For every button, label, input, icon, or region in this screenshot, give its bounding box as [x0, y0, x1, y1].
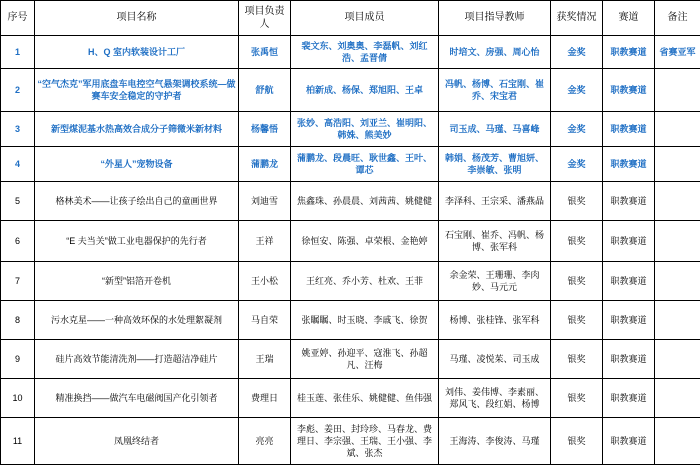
cell-leader: 王瑞 — [239, 340, 291, 379]
table-row — [1, 301, 700, 340]
cell-remark — [655, 221, 700, 262]
cell-remark — [655, 112, 700, 147]
cell-members: 焦鑫珠、孙晨晨、刘茜茜、姚健健 — [291, 182, 439, 221]
cell-track: 职教赛道 — [603, 418, 655, 465]
cell-no: 3 — [1, 112, 35, 147]
column-header-award: 获奖情况 — [551, 1, 603, 36]
cell-members: 蒲鹏龙、段晨旺、耿世鑫、王叶、谭芯 — [291, 147, 439, 182]
cell-no: 7 — [1, 262, 35, 301]
table-header — [1, 1, 700, 36]
table-row — [1, 112, 700, 147]
cell-remark — [655, 418, 700, 465]
table-row — [1, 36, 700, 69]
cell-members: 徐恒安、陈强、卓荣根、金艳婷 — [291, 221, 439, 262]
cell-track: 职教赛道 — [603, 262, 655, 301]
cell-teachers: 冯帆、杨博、石宝刚、崔乔、宋宝君 — [439, 69, 551, 112]
cell-project-name: 凤凰终结者 — [35, 418, 239, 465]
table-row — [1, 379, 700, 418]
column-header-no: 序号 — [1, 1, 35, 36]
cell-award: 金奖 — [551, 69, 603, 112]
cell-no: 5 — [1, 182, 35, 221]
cell-award: 金奖 — [551, 36, 603, 69]
cell-project-name: 精准换挡——做汽车电磁阀国产化引领者 — [35, 379, 239, 418]
table-row — [1, 182, 700, 221]
cell-no: 10 — [1, 379, 35, 418]
cell-members: 姚亚婷、孙迎平、寇淮飞、孙超凡、汪梅 — [291, 340, 439, 379]
cell-award: 银奖 — [551, 301, 603, 340]
cell-remark — [655, 340, 700, 379]
cell-leader: 亮亮 — [239, 418, 291, 465]
cell-track: 职教赛道 — [603, 69, 655, 112]
cell-track: 职教赛道 — [603, 182, 655, 221]
cell-teachers: 余金荣、王珊珊、李肉妙、马元元 — [439, 262, 551, 301]
cell-project-name: “空气杰克”军用底盘车电控空气悬架调校系统—做赛车安全稳定的守护者 — [35, 69, 239, 112]
cell-project-name: 污水克星——一种高效环保的水处理絮凝剂 — [35, 301, 239, 340]
cell-project-name: 新型煤泥基水热高效合成分子筛微米新材料 — [35, 112, 239, 147]
cell-teachers: 韩娟、杨茂芳、曹旭妍、李崇敏、张明 — [439, 147, 551, 182]
cell-teachers: 司玉成、马瑾、马喜峰 — [439, 112, 551, 147]
cell-award: 金奖 — [551, 147, 603, 182]
cell-track: 职教赛道 — [603, 340, 655, 379]
column-header-teachers: 项目指导教师 — [439, 1, 551, 36]
cell-leader: 费理日 — [239, 379, 291, 418]
cell-no: 1 — [1, 36, 35, 69]
column-header-remark: 备注 — [655, 1, 700, 36]
cell-teachers: 李泽科、王宗采、潘燕晶 — [439, 182, 551, 221]
cell-award: 银奖 — [551, 379, 603, 418]
cell-members: 裴文东、刘奥奥、李磊帆、刘红浩、孟晋倩 — [291, 36, 439, 69]
cell-teachers: 时培文、房强、周心怡 — [439, 36, 551, 69]
cell-remark — [655, 147, 700, 182]
table-body — [1, 36, 700, 465]
cell-track: 职教赛道 — [603, 221, 655, 262]
cell-award: 银奖 — [551, 182, 603, 221]
header-row — [1, 1, 700, 36]
cell-award: 金奖 — [551, 112, 603, 147]
column-header-members: 项目成员 — [291, 1, 439, 36]
column-header-project-name: 项目名称 — [35, 1, 239, 36]
cell-remark — [655, 262, 700, 301]
cell-members: 柏新成、杨保、郑旭阳、王卓 — [291, 69, 439, 112]
cell-award: 银奖 — [551, 262, 603, 301]
cell-leader: 王小松 — [239, 262, 291, 301]
cell-no: 11 — [1, 418, 35, 465]
column-header-leader: 项目负责人 — [239, 1, 291, 36]
cell-teachers: 刘伟、姜伟博、李素丽、郑风飞、段红娟、杨博 — [439, 379, 551, 418]
cell-track: 职教赛道 — [603, 112, 655, 147]
cell-track: 职教赛道 — [603, 301, 655, 340]
cell-members: 李彪、姜田、封玲珍、马春龙、费理日、李宗强、王瑞、王小强、李斌、张杰 — [291, 418, 439, 465]
cell-project-name: “E 夫当关”做工业电器保护的先行者 — [35, 221, 239, 262]
cell-members: 桂玉莲、张佳乐、姚健健、鱼伟强 — [291, 379, 439, 418]
table-row — [1, 262, 700, 301]
cell-remark — [655, 182, 700, 221]
cell-project-name: 格林美术——让孩子绘出自己的童画世界 — [35, 182, 239, 221]
cell-members: 张妙、高浩阳、刘亚兰、崔明阳、韩姝、熊美妙 — [291, 112, 439, 147]
cell-award: 银奖 — [551, 418, 603, 465]
cell-leader: 刘迪雪 — [239, 182, 291, 221]
cell-leader: 杨馨悟 — [239, 112, 291, 147]
table-row — [1, 418, 700, 465]
cell-award: 银奖 — [551, 221, 603, 262]
cell-no: 8 — [1, 301, 35, 340]
cell-teachers: 王海涛、李俊涛、马瑾 — [439, 418, 551, 465]
cell-project-name: 硅片高效节能清洗剂——打造超洁净硅片 — [35, 340, 239, 379]
cell-leader: 蒲鹏龙 — [239, 147, 291, 182]
cell-project-name: “新型”铝箔开卷机 — [35, 262, 239, 301]
cell-remark — [655, 301, 700, 340]
cell-no: 9 — [1, 340, 35, 379]
cell-leader: 张禹恒 — [239, 36, 291, 69]
cell-leader: 马自荣 — [239, 301, 291, 340]
cell-no: 6 — [1, 221, 35, 262]
cell-members: 王红亮、乔小芳、杜欢、王菲 — [291, 262, 439, 301]
cell-project-name: “外星人”宠物设备 — [35, 147, 239, 182]
table-row — [1, 147, 700, 182]
table-row — [1, 69, 700, 112]
cell-remark — [655, 379, 700, 418]
cell-leader: 王祥 — [239, 221, 291, 262]
cell-project-name: H、Q 室内软装设计工厂 — [35, 36, 239, 69]
cell-remark: 省赛亚军 — [655, 36, 700, 69]
table-row — [1, 340, 700, 379]
table-row — [1, 221, 700, 262]
cell-no: 2 — [1, 69, 35, 112]
cell-track: 职教赛道 — [603, 36, 655, 69]
cell-members: 张瞩瞩、时玉晓、李戚飞、徐贺 — [291, 301, 439, 340]
cell-remark — [655, 69, 700, 112]
cell-teachers: 杨博、张桂锋、张军科 — [439, 301, 551, 340]
column-header-track: 赛道 — [603, 1, 655, 36]
cell-track: 职教赛道 — [603, 147, 655, 182]
cell-teachers: 石宝刚、崔乔、冯帆、杨博、张军科 — [439, 221, 551, 262]
cell-no: 4 — [1, 147, 35, 182]
cell-leader: 舒航 — [239, 69, 291, 112]
cell-teachers: 马瑾、凌悦茱、司玉成 — [439, 340, 551, 379]
cell-award: 银奖 — [551, 340, 603, 379]
cell-track: 职教赛道 — [603, 379, 655, 418]
